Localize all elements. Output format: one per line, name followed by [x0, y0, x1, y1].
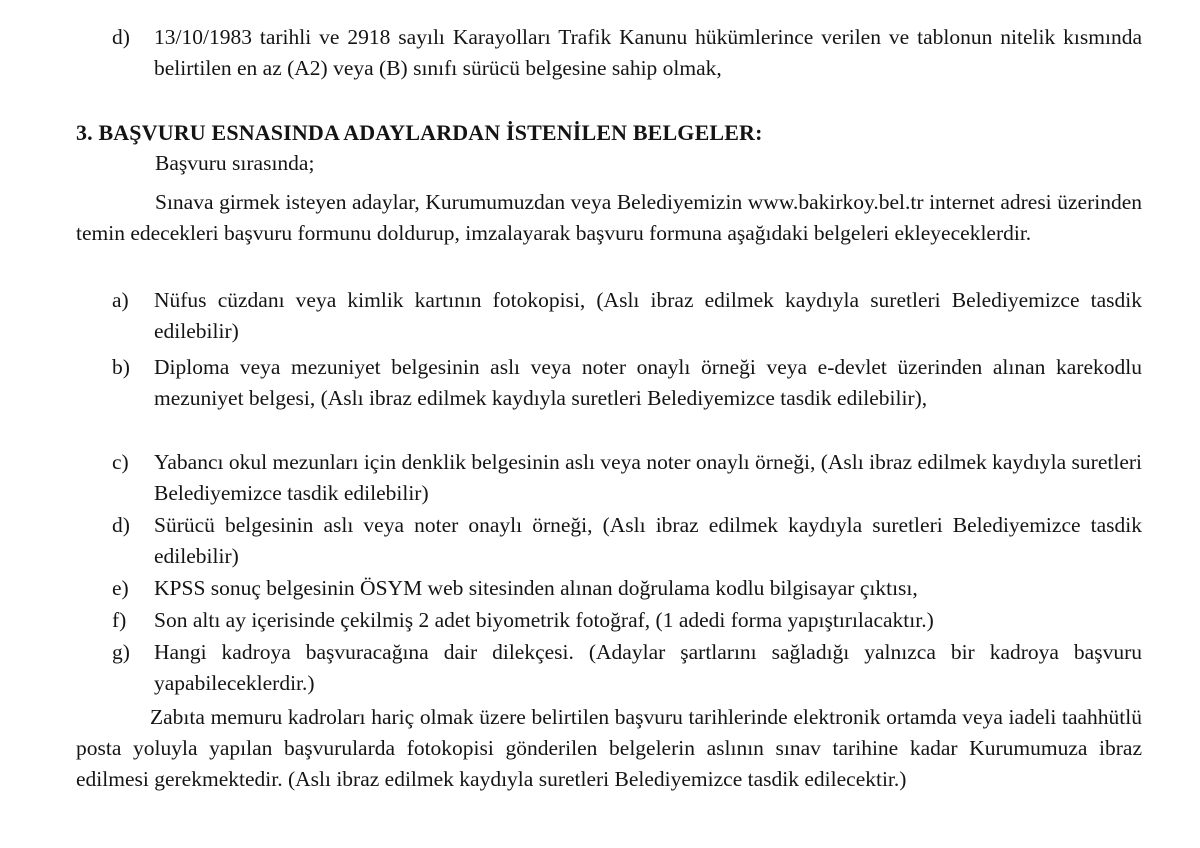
list-item-label: e)	[112, 576, 129, 600]
section-heading: 3. BAŞVURU ESNASINDA ADAYLARDAN İSTENİLEN BELGELER:	[76, 120, 763, 145]
list-item-text: Diploma veya mezuniyet belgesinin aslı veya noter onaylı örneği veya e-devlet üzerinden alınan karekodlu mezuniyet belgesi, (Aslı ibraz edilmek kaydıyla suretleri Belediyemizce tasdik edilebilir),	[154, 355, 1142, 410]
list-item-c	[112, 447, 1142, 509]
list-item-label: c)	[112, 450, 129, 474]
list-item-d	[112, 510, 1142, 572]
list-item-prev-d	[112, 22, 1142, 84]
list-item-label: d)	[112, 513, 130, 537]
list-item-text: Son altı ay içerisinde çekilmiş 2 adet biyometrik fotoğraf, (1 adedi forma yapıştırılacaktır.)	[154, 608, 934, 632]
list-item-text: Nüfus cüzdanı veya kimlik kartının fotokopisi, (Aslı ibraz edilmek kaydıyla suretleri Belediyemizce tasdik edilebilir)	[154, 288, 1142, 343]
list-item-text: Yabancı okul mezunları için denklik belgesinin aslı veya noter onaylı örneği, (Aslı ibraz edilmek kaydıyla suretleri Belediyemizce tasdik edilebilir)	[154, 450, 1142, 505]
list-item-label: d)	[112, 25, 130, 49]
list-item-b	[112, 352, 1142, 414]
list-item-text: Sürücü belgesinin aslı veya noter onaylı örneği, (Aslı ibraz edilmek kaydıyla suretleri Belediyemizce tasdik edilebilir)	[154, 513, 1142, 568]
list-item-label: b)	[112, 355, 130, 379]
list-item-label: f)	[112, 608, 127, 632]
body-paragraph: Sınava girmek isteyen adaylar, Kurumumuzdan veya Belediyemizin www.bakirkoy.bel.tr internet adresi üzerinden temin edecekleri başvuru formunu doldurup, imzalayarak başvuru formuna aşağıdaki belgeleri ekleyeceklerdir.	[76, 190, 1142, 245]
list-item-text: KPSS sonuç belgesinin ÖSYM web sitesinden alınan doğrulama kodlu bilgisayar çıktısı,	[154, 576, 918, 600]
list-item-text: 13/10/1983 tarihli ve 2918 sayılı Karayolları Trafik Kanunu hükümlerince verilen ve tablonun nitelik kısmında belirtilen en az (A2) veya (B) sınıfı sürücü belgesine sahip olmak,	[154, 25, 1142, 80]
list-item-f	[112, 605, 1142, 636]
list-item-text: Hangi kadroya başvuracağına dair dilekçesi. (Adaylar şartlarını sağladığı yalnızca bir kadroya başvuru yapabileceklerdir.)	[154, 640, 1142, 695]
list-item-e	[112, 573, 1142, 604]
closing-paragraph: Zabıta memuru kadroları hariç olmak üzere belirtilen başvuru tarihlerinde elektronik ortamda veya iadeli taahhütlü posta yoluyla yapılan başvurularda fotokopisi gönderilen belgelerin aslının sınav tarihine kadar Kurumumuza ibraz edilmesi gerekmektedir. (Aslı ibraz edilmek kaydıyla suretleri Belediyemizce tasdik edilecektir.)	[76, 705, 1142, 791]
list-item-label: g)	[112, 640, 130, 664]
list-item-g	[112, 637, 1142, 699]
intro-line: Başvuru sırasında;	[155, 151, 315, 175]
list-item-label: a)	[112, 288, 129, 312]
list-item-a	[112, 285, 1142, 347]
